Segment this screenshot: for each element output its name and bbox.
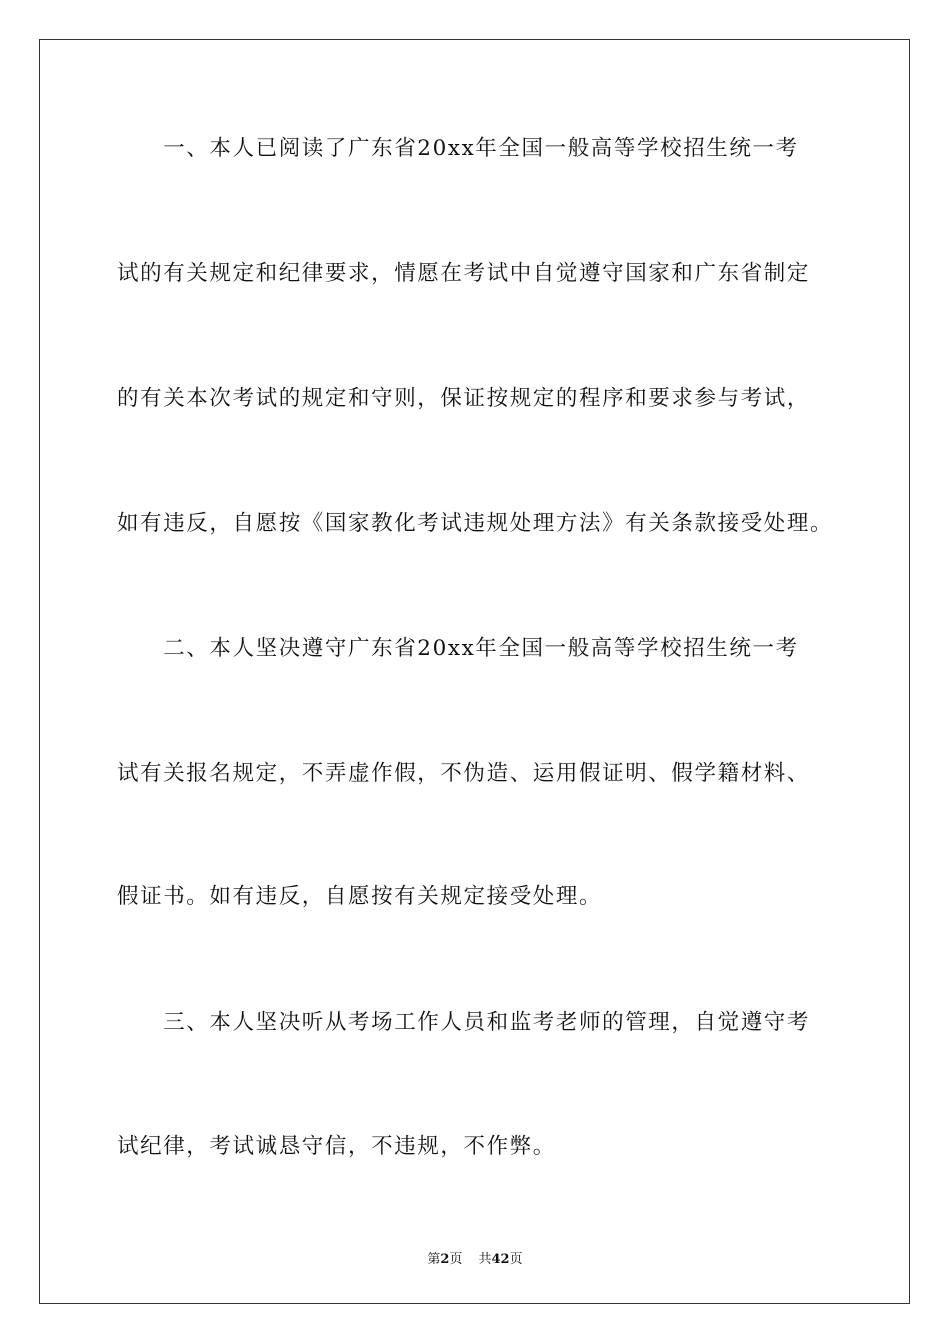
paragraph-1-line-2: 试的有关规定和纪律要求，情愿在考试中自觉遵守国家和广东省制定 — [117, 261, 811, 286]
footer-total-pages: 42 — [491, 1252, 510, 1267]
paragraph-2-line-2: 试有关报名规定，不弄虚作假，不伪造、运用假证明、假学籍材料、 — [117, 761, 811, 786]
paragraph-3-line-2: 试纪律，考试诚恳守信，不违规，不作弊。 — [117, 1134, 556, 1159]
footer-total-suffix: 页 — [509, 1252, 523, 1267]
paragraph-2-line-1: 二、本人坚决遵守广东省20xx年全国一般高等学校招生统一考 — [117, 636, 799, 661]
page-footer — [0, 1248, 950, 1267]
page-border — [39, 39, 910, 1304]
paragraph-1-line-4: 如有违反，自愿按《国家教化考试违规处理方法》有关条款接受处理。 — [117, 511, 834, 536]
paragraph-1-line-1: 一、本人已阅读了广东省20xx年全国一般高等学校招生统一考 — [117, 136, 799, 161]
footer-page-suffix: 页 — [449, 1252, 463, 1267]
paragraph-1-line-3: 的有关本次考试的规定和守则，保证按规定的程序和要求参与考试， — [117, 386, 811, 411]
footer-page-number: 2 — [440, 1252, 450, 1267]
paragraph-2-line-3: 假证书。如有违反，自愿按有关规定接受处理。 — [117, 884, 603, 909]
footer-total-prefix: 共 — [478, 1252, 492, 1267]
paragraph-3-line-1: 三、本人坚决听从考场工作人员和监考老师的管理，自觉遵守考 — [117, 1010, 811, 1035]
footer-prefix: 第 — [427, 1252, 441, 1267]
